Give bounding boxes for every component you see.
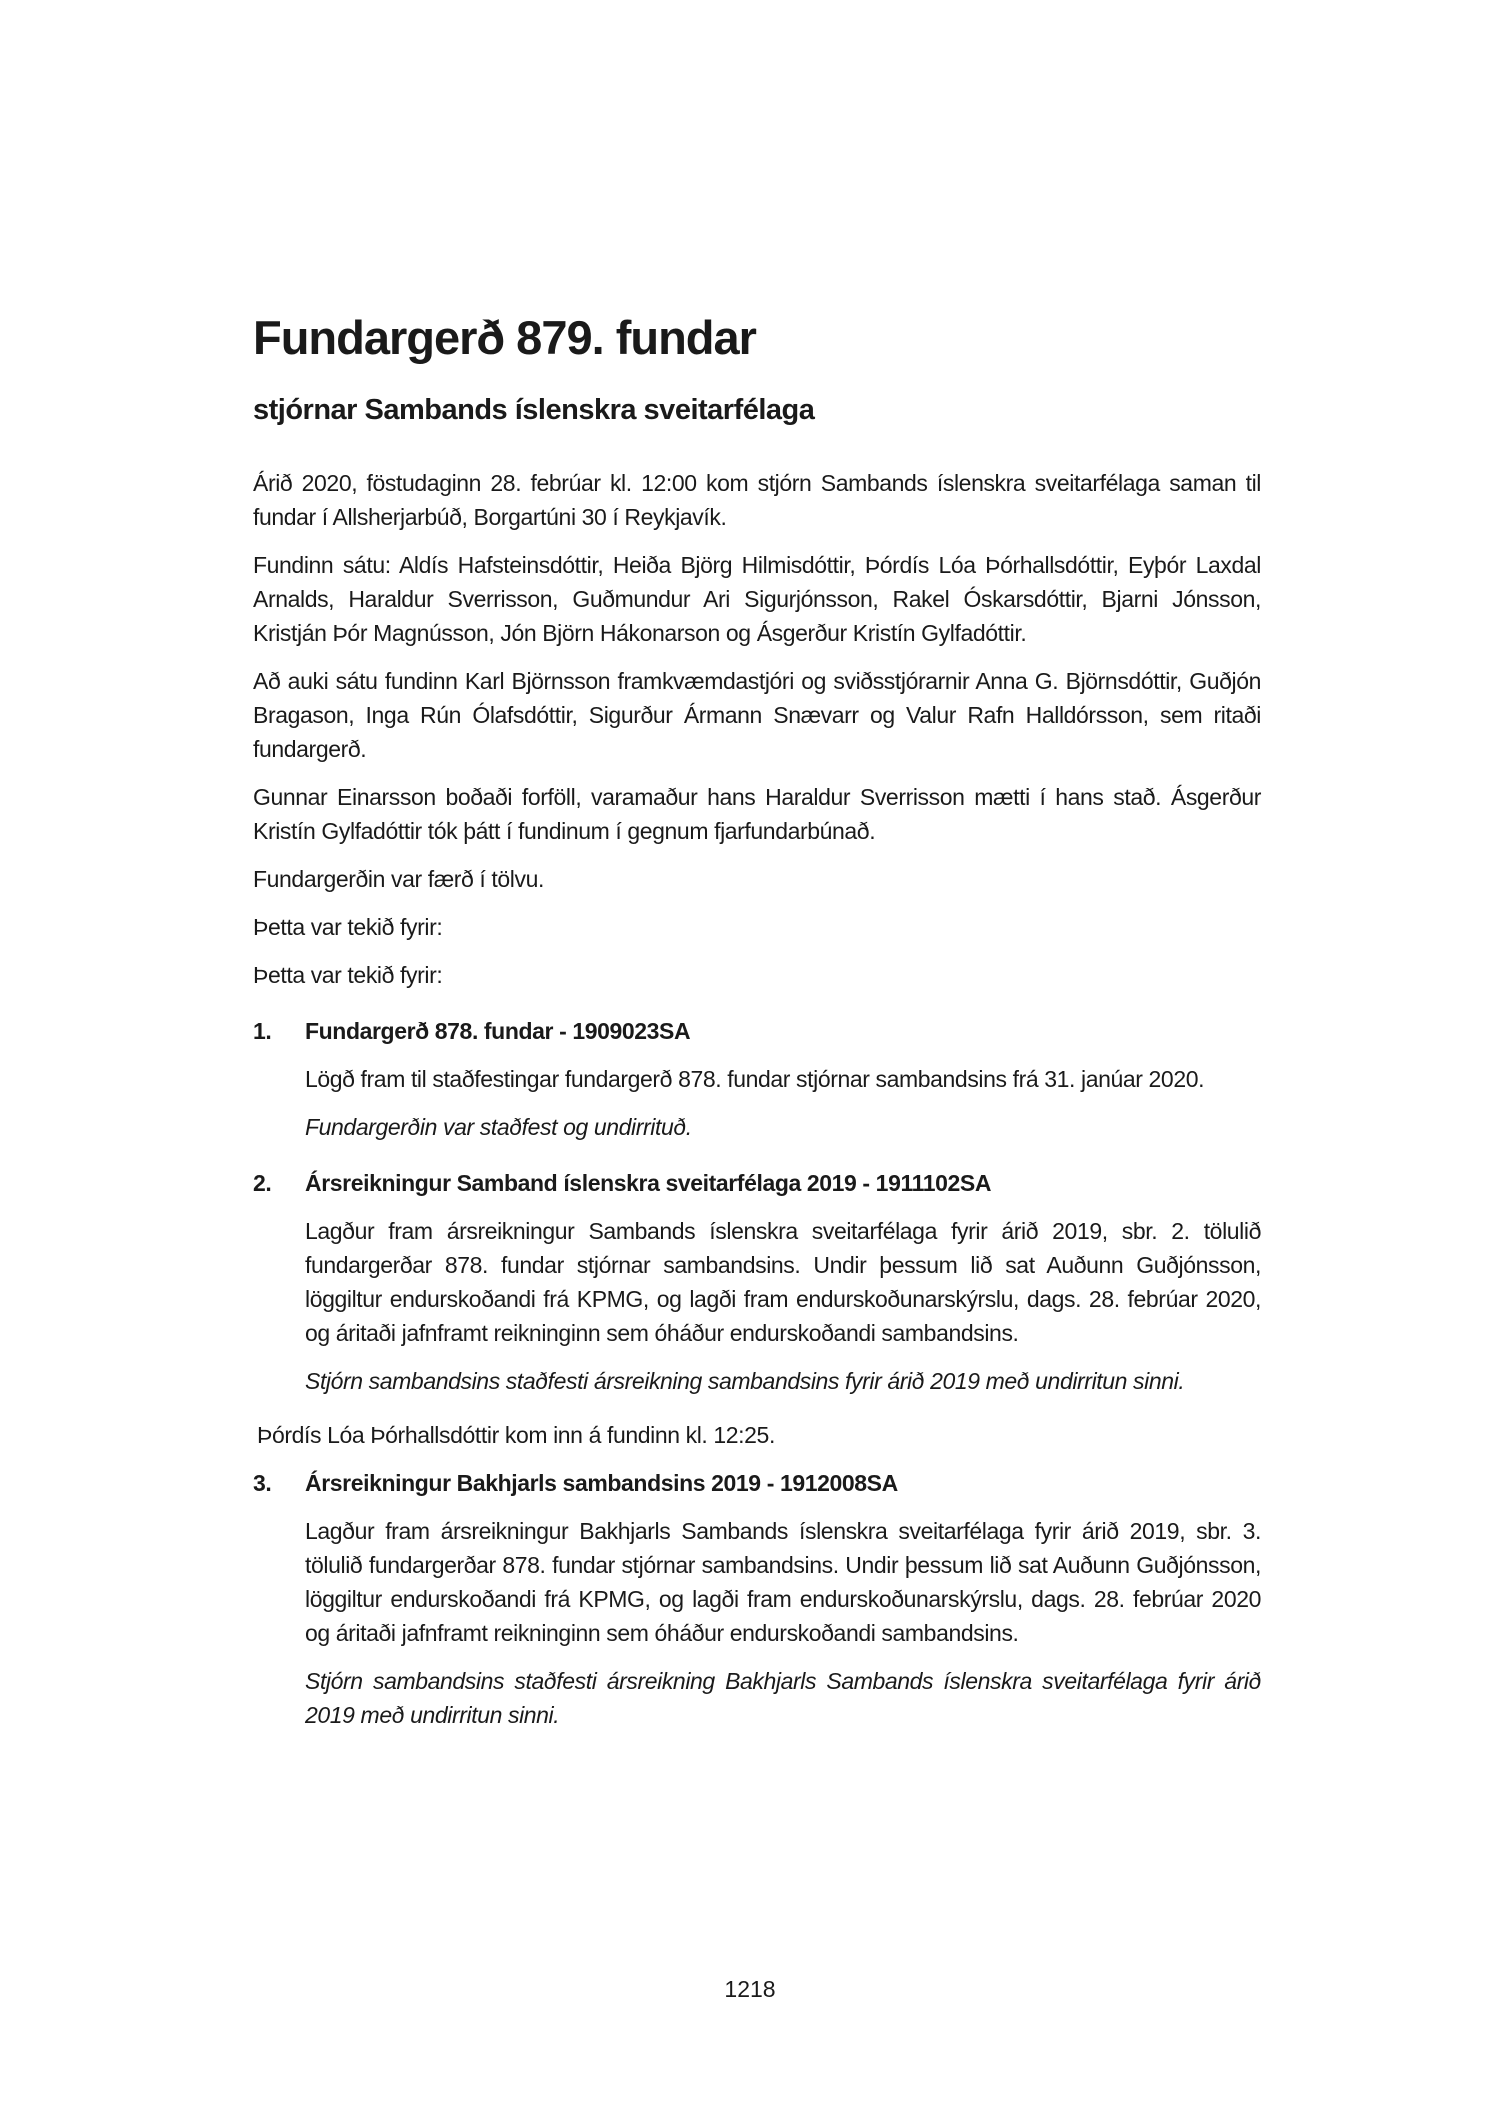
agenda-intro: Þetta var tekið fyrir: — [253, 914, 443, 940]
item-heading: Fundargerð 878. fundar - 1909023SA — [305, 1018, 691, 1044]
staff-paragraph: Að auki sátu fundinn Karl Björnsson framkvæmdastjóri og sviðsstjórarnir Anna G. Björnsdóttir, Guðjón Bragason, Inga Rún Ólafsdóttir, Sigurður Ármann Snævarr og Valur Rafn Halldórsson, sem ritaði fundargerð. — [253, 668, 1261, 762]
page-number: 1218 — [724, 1976, 776, 2002]
item-heading: Ársreikningur Samband íslenskra sveitarfélaga 2019 - 1911102SA — [305, 1170, 992, 1196]
item-body: Lagður fram ársreikningur Bakhjarls Sambands íslenskra sveitarfélaga fyrir árið 2019, sbr. 3. tölulið fundargerðar 878. fundar stjórnar sambandsins. Undir þessum lið sat Auðunn Guðjónsson, löggiltur endurskoðandi frá KPMG, og lagði fram endurskoðunarskýrslu, dags. 28. febrúar 2020 og áritaði jafnframt reikninginn sem óháður endurskoðandi sambandsins. — [305, 1518, 1261, 1646]
document-body — [253, 308, 1261, 1746]
page-subtitle: stjórnar Sambands íslenskra sveitarfélaga — [253, 394, 815, 426]
item-decision: Stjórn sambandsins staðfesti ársreikning sambandsins fyrir árið 2019 með undirritun sinni. — [305, 1368, 1185, 1394]
item-number: 3. — [253, 1470, 272, 1496]
item-number: 1. — [253, 1018, 272, 1044]
page-title: Fundargerð 879. fundar — [253, 311, 756, 364]
item-number: 2. — [253, 1170, 272, 1196]
item-decision: Stjórn sambandsins staðfesti ársreikning Bakhjarls Sambands íslenskra sveitarfélaga fyrir árið 2019 með undirritun sinni. — [305, 1668, 1261, 1728]
agenda-item — [253, 1466, 1261, 1732]
arrival-note: Þórdís Lóa Þórhallsdóttir kom inn á fundinn kl. 12:25. — [257, 1422, 775, 1448]
minutes-note: Fundargerðin var færð í tölvu. — [253, 866, 544, 892]
item-body: Lagður fram ársreikningur Sambands íslenskra sveitarfélaga fyrir árið 2019, sbr. 2. tölulið fundargerðar 878. fundar stjórnar sambandsins. Undir þessum lið sat Auðunn Guðjónsson, löggiltur endurskoðandi frá KPMG, og lagði fram endurskoðunarskýrslu, dags. 28. febrúar 2020, og áritaði jafnframt reikninginn sem óháður endurskoðandi sambandsins. — [305, 1218, 1261, 1346]
agenda-item — [253, 1014, 1261, 1144]
absence-paragraph: Gunnar Einarsson boðaði forföll, varamaður hans Haraldur Sverrisson mætti í hans stað. Ásgerður Kristín Gylfadóttir tók þátt í fundinum í gegnum fjarfundarbúnað. — [253, 784, 1261, 844]
item-heading: Ársreikningur Bakhjarls sambandsins 2019 - 1912008SA — [305, 1470, 898, 1496]
item-decision: Fundargerðin var staðfest og undirrituð. — [305, 1114, 692, 1140]
intro-paragraph: Árið 2020, föstudaginn 28. febrúar kl. 12:00 kom stjórn Sambands íslenskra sveitarfélaga saman til fundar í Allsherjarbúð, Borgartúni 30 í Reykjavík. — [253, 470, 1261, 530]
agenda-item — [253, 1166, 1261, 1398]
attendees-paragraph: Fundinn sátu: Aldís Hafsteinsdóttir, Heiða Björg Hilmisdóttir, Þórdís Lóa Þórhallsdóttir, Eyþór Laxdal Arnalds, Haraldur Sverrisson, Guðmundur Ari Sigurjónsson, Rakel Óskarsdóttir, Bjarni Jónsson, Kristján Þór Magnússon, Jón Björn Hákonarson og Ásgerður Kristín Gylfadóttir. — [253, 552, 1261, 646]
agenda-intro-repeat: Þetta var tekið fyrir: — [253, 962, 443, 988]
item-body: Lögð fram til staðfestingar fundargerð 878. fundar stjórnar sambandsins frá 31. janúar 2020. — [305, 1066, 1205, 1092]
